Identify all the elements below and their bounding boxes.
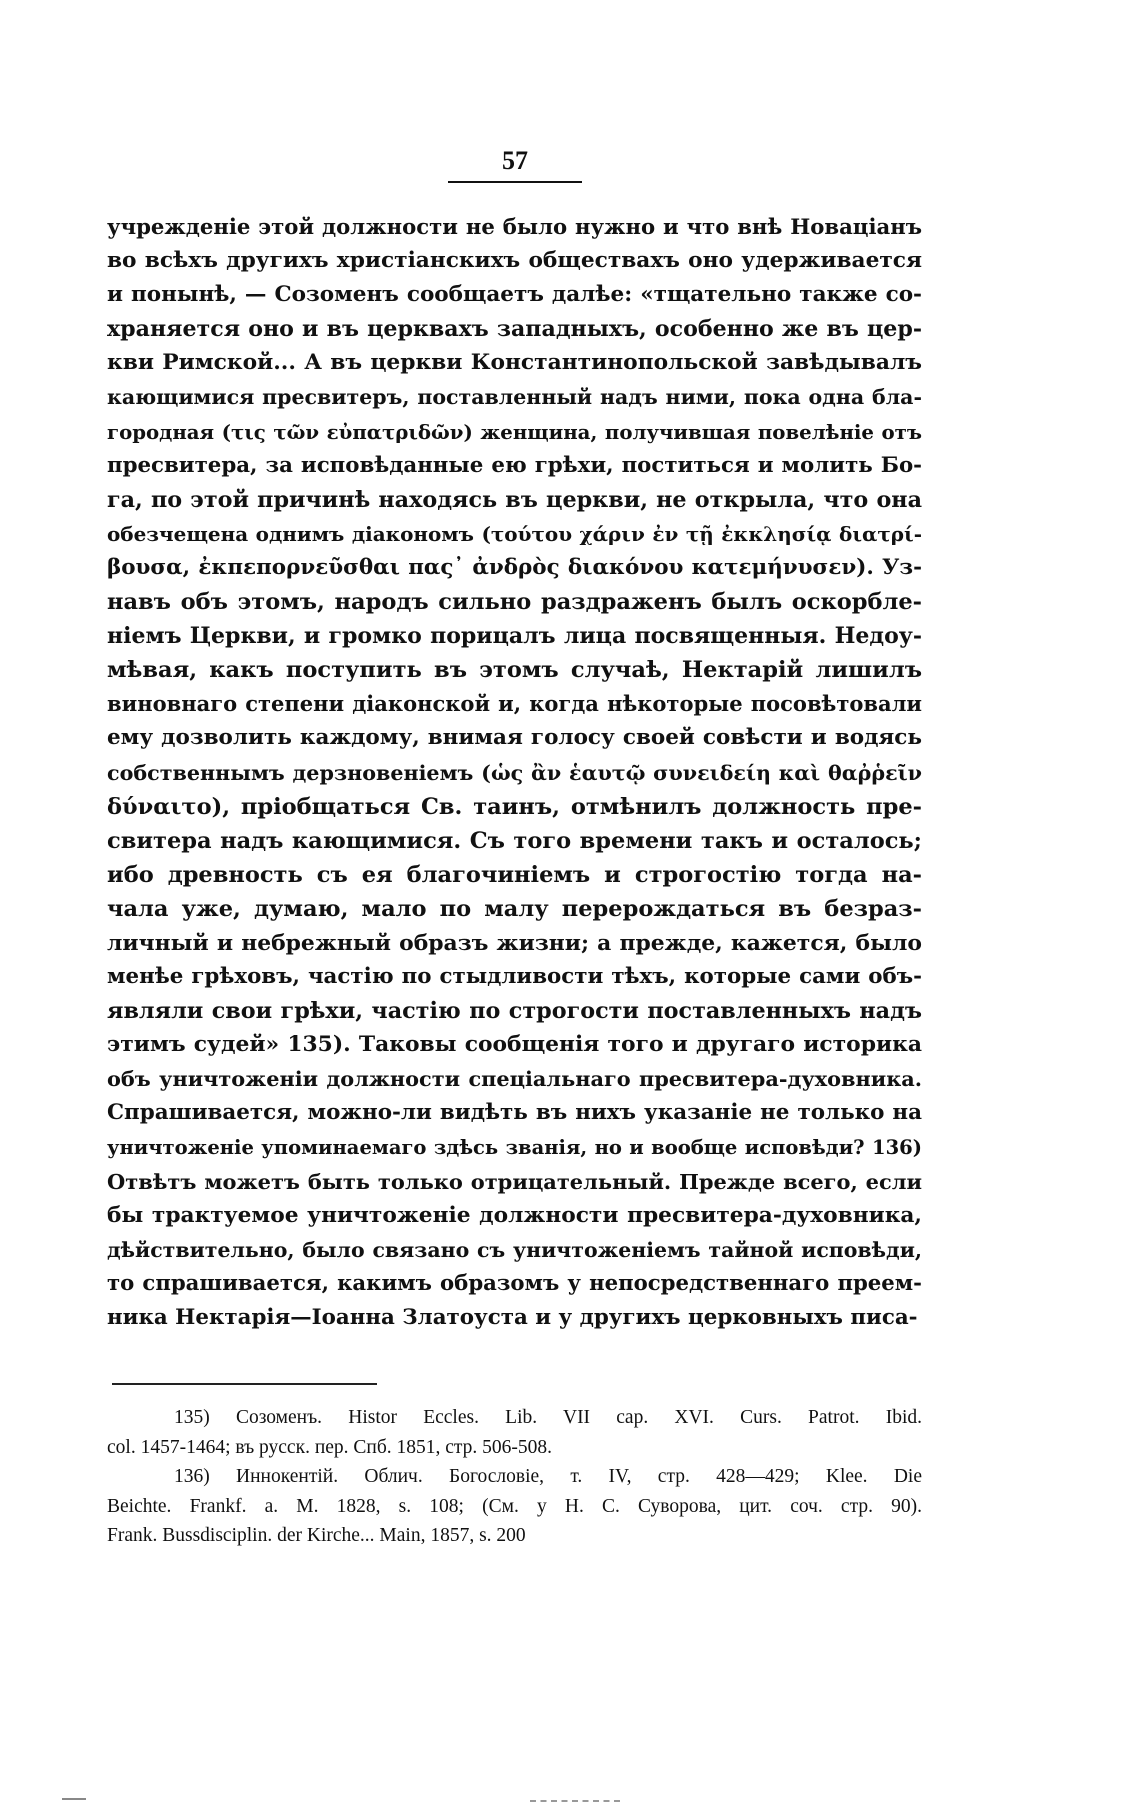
body-line: навъ объ этомъ, народъ сильно раздраженъ былъ оскорбле- [107,589,922,616]
footnote-rule [112,1383,377,1385]
body-line: кающимися пресвитеръ, поставленный надъ ними, пока одна бла- [107,385,922,410]
page-number-rule [448,181,582,183]
body-line: менѣе грѣховъ, частію по стыдливости тѣхъ, которые сами объ- [107,964,922,990]
footnote-line: Beichte. Frankf. a. M. 1828, s. 108; (См. у Н. С. Суворова, цит. соч. стр. 90). [107,1495,922,1517]
footnote-line: 135) Созоменъ. Histor Eccles. Lib. VII cap. XVI. Curs. Patrot. Ibid. [174,1407,922,1428]
footnote-line: 136) Иннокентій. Облич. Богословіе, т. IV, стр. 428—429; Klee. Die [174,1466,922,1487]
body-line: учрежденіе этой должности не было нужно и что внѣ Новаціанъ [107,214,922,239]
footnotes [107,1403,922,1551]
body-line: ника Нектарія—Іоанна Златоуста и у другихъ церковныхъ писа- [107,1305,918,1330]
body-line: Отвѣтъ можетъ быть только отрицательный. Прежде всего, если [107,1168,922,1194]
body-line: виновнаго степени діаконской и, когда нѣкоторые посовѣтовали [107,691,922,717]
body-line: δύναιτο), пріобщаться Св. таинъ, отмѣнилъ должность пре- [107,793,922,820]
body-line: ніемъ Церкви, и громко порицалъ лица посвященныя. Недоу- [107,623,922,650]
body-line: дѣйствительно, было связано съ уничтоженіемъ тайной исповѣди, [107,1237,922,1262]
body-line: собственнымъ дерзновеніемъ (ὡς ἂν ἑαυτῷ συνειδείη καὶ θαῤῥεῖν [107,760,922,785]
body-line: и понынѣ, — Созоменъ сообщаетъ далѣе: «тщательно также со- [107,282,922,308]
body-line: городная (τις τῶν εὐπατριδῶν) женщина, получившая повелѣніе отъ [107,419,922,444]
scan-mark [530,1800,620,1802]
body-line: храняется оно и въ церквахъ западныхъ, особенно же въ цер- [107,316,922,343]
body-line: га, по этой причинѣ находясь въ церкви, не открыла, что она [107,486,922,513]
body-line: уничтоженіе упоминаемаго здѣсь званія, но и вообще исповѣди? 136) [107,1135,922,1159]
page-number: 57 [502,146,528,175]
body-line: ему дозволить каждому, внимая голосу своей совѣсти и водясь [107,725,922,751]
body-line: чала уже, думаю, мало по малу перерождаться въ безраз- [107,895,922,922]
body-line: бы трактуемое уничтоженіе должности пресвитера-духовника, [107,1202,922,1228]
body-text [107,210,922,1335]
body-line: мѣвая, какъ поступить въ этомъ случаѣ, Нектарій лишилъ [107,657,922,684]
body-line: личный и небрежный образъ жизни; а прежде, кажется, было [107,929,922,956]
body-line: свитера надъ кающимися. Съ того времени такъ и осталось; [107,827,922,854]
footnote-line: col. 1457-1464; въ русск. пер. Спб. 1851, стр. 506-508. [107,1436,553,1458]
body-line: пресвитера, за исповѣданные ею грѣхи, поститься и молить Бо- [107,452,922,478]
body-line: во всѣхъ другихъ христіанскихъ обществахъ оно удерживается [107,248,922,274]
body-line: кви Римской... А въ церкви Константинопольской завѣдывалъ [107,350,922,376]
body-line: объ уничтоженіи должности спеціальнаго пресвитера-духовника. [107,1066,922,1092]
footnote-line: Frank. Bussdisciplin. der Kirche... Main, 1857, s. 200 [107,1525,526,1546]
body-line: обезчещена однимъ діакономъ (τούτου χάριν ἐν τῇ ἐκκλησίᾳ διατρί- [107,521,922,546]
scan-mark [62,1798,86,1800]
body-line: βουσα, ἐκπεπορνεῦσθαι πας᾽ ἀνδρὸς διακόνου κατεμήνυσεν). Уз- [107,554,922,580]
body-line: Спрашивается, можно-ли видѣть въ нихъ указаніе не только на [107,1100,922,1126]
body-line: ибо древность съ ея благочиніемъ и строгостію тогда на- [107,861,922,888]
body-line: то спрашивается, какимъ образомъ у непосредственнаго преем- [107,1270,922,1296]
body-line: этимъ судей» 135). Таковы сообщенія того и другаго историка [107,1032,922,1058]
body-line: являли свои грѣхи, частію по строгости поставленныхъ надъ [107,998,922,1025]
